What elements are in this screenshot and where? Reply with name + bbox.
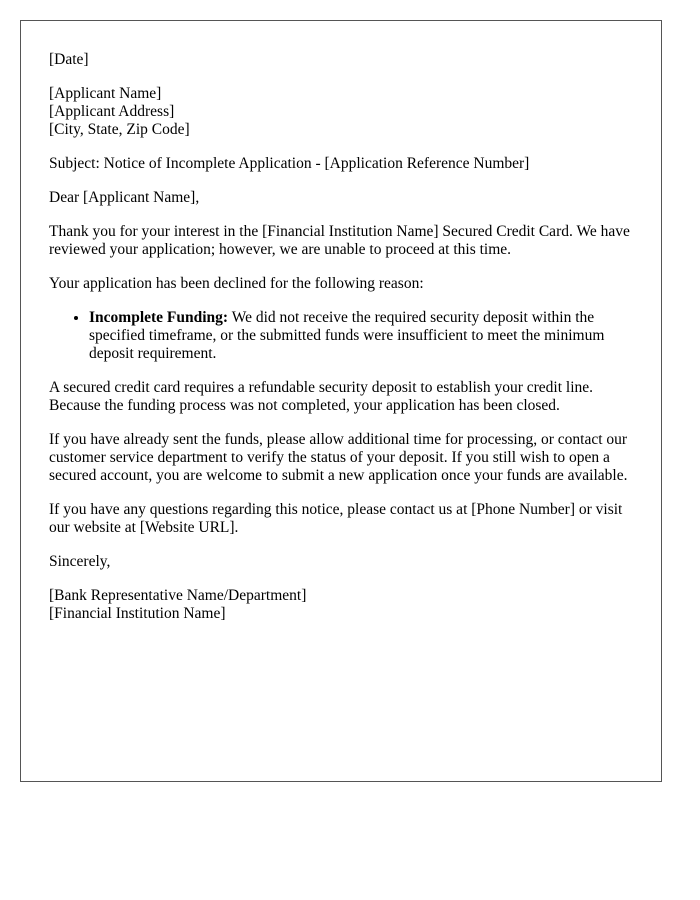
- letter-date: [Date]: [49, 51, 89, 68]
- recipient-city-state-zip: [City, State, Zip Code]: [49, 121, 190, 138]
- paragraph-reason-lead: Your application has been declined for the following reason:: [49, 275, 424, 292]
- recipient-address-block: [49, 85, 633, 139]
- paragraph-next-steps: If you have already sent the funds, please allow additional time for processing, or contact our customer service department to verify the status of your deposit. If you still wish to open a secured account, you are welcome to submit a new application once your funds are available.: [49, 431, 628, 484]
- paragraph-intro: Thank you for your interest in the [Financial Institution Name] Secured Credit Card. We have reviewed your application; however, we are unable to proceed at this time.: [49, 223, 630, 258]
- recipient-name: [Applicant Name]: [49, 85, 162, 102]
- paragraph-contact: If you have any questions regarding this notice, please contact us at [Phone Number] or visit our website at [Website URL].: [49, 501, 623, 536]
- letter-page: [20, 20, 662, 782]
- reason-title: Incomplete Funding:: [89, 309, 229, 326]
- letter-subject: Subject: Notice of Incomplete Application - [Application Reference Number]: [49, 155, 530, 172]
- letter-closing: Sincerely,: [49, 553, 111, 570]
- signature-block: [49, 587, 633, 623]
- signature-institution: [Financial Institution Name]: [49, 605, 226, 622]
- letter-salutation: Dear [Applicant Name],: [49, 189, 200, 206]
- recipient-address: [Applicant Address]: [49, 103, 175, 120]
- signature-representative: [Bank Representative Name/Department]: [49, 587, 307, 604]
- reason-item: [89, 309, 633, 363]
- reason-list: [49, 309, 633, 363]
- paragraph-explanation: A secured credit card requires a refundable security deposit to establish your credit line. Because the funding process was not completed, your application has been closed.: [49, 379, 594, 414]
- reason-text: We did not receive the required security deposit within the specified timeframe, or the submitted funds were insufficient to meet the minimum deposit requirement.: [89, 309, 605, 362]
